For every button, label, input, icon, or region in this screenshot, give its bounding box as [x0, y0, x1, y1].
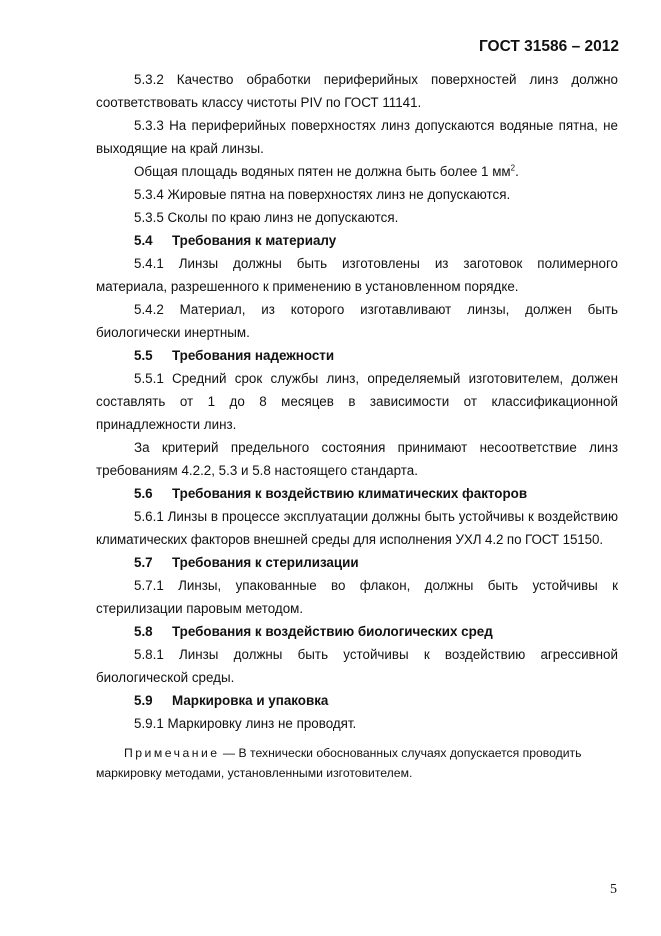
- paragraph-5-3-5: 5.3.5 Сколы по краю линз не допускаются.: [134, 210, 399, 225]
- paragraph-limit-state: За критерий предельного состояния принимают несоответствие линз: [134, 440, 618, 455]
- paragraph-5-3-4: 5.3.4 Жировые пятна на поверхностях линз не допускаются.: [134, 187, 511, 202]
- heading-5-8: 5.8 Требования к воздействию биологических сред: [134, 624, 493, 639]
- paragraph-5-8-1: 5.8.1 Линзы должны быть устойчивы к воздействию агрессивной: [134, 647, 618, 662]
- paragraph-5-6-1: 5.6.1 Линзы в процессе эксплуатации должны быть устойчивы к воздействию: [134, 509, 618, 524]
- paragraph-5-9-1: 5.9.1 Маркировку линз не проводят.: [134, 716, 357, 731]
- note-label: Примечание: [124, 746, 220, 760]
- page-number: 5: [610, 882, 617, 897]
- note-text-second: маркировку методами, установленными изготовителем.: [96, 766, 413, 780]
- page-body: 5.3.2 Качество обработки периферийных поверхностей линз должно соответствовать классу чистоты PIV по ГОСТ 11141. 5.3.3 На периферийных поверхностях линз допускаются водяные пятна, не выходящие на край линзы. Общая площадь водяных пятен не должна быть более 1 $мм^2$. 5.3.4 Жировые пятна на поверхностях линз не допускаются. 5.3.5 Сколы по краю линз не допускаются. 5.4 Требования к материалу 5.4.1 Линзы должны быть изготовлены из заготовок полимерного материала, разрешенного к применению в установленном порядке. 5.4.2 Материал, из которого изготавливают линзы, должен быть биологически инертным. 5.5 Требования надежности 5.5.1 Средний срок службы линз, определяемый изготовителем, должен составлять от 1 до 8 месяцев в зависимости от классификационной принадлежности линз. За критерий предельного состояния принимают несоответствие линз требованиям 4.2.2, 5.3 и 5.8 настоящего стандарта. 5.6 Требования к воздействию климатических факторов 5.6.1 Линзы в процессе эксплуатации должны быть устойчивы к воздействию климатических факторов внешней среды для исполнения УХЛ 4.2 по ГОСТ 15150. 5.7 Требования к стерилизации 5.7.1 Линзы, упакованные во флакон, должны быть устойчивы к стерилизации паровым методом. 5.8 Требования к воздействию биологических сред 5.8.1 Линзы должны быть устойчивы к воздействию агрессивной биологической среды. 5.9 Маркировка и упаковка 5.9.1 Маркировку линз не проводят. Примечание — В технически обоснованных случаях допускается проводить маркировку методами, установленными изготовителем.: [96, 68, 618, 783]
- paragraph-5-5-1: 5.5.1 Средний срок службы линз, определяемый изготовителем, должен: [134, 371, 618, 386]
- note-text-first: — В технически обоснованных случаях допускается проводить: [219, 746, 582, 760]
- paragraph-5-3-2: 5.3.2 Качество обработки периферийных поверхностей линз должно: [134, 72, 618, 87]
- note-block: [96, 743, 618, 783]
- heading-5-5: 5.5 Требования надежности: [134, 348, 335, 363]
- paragraph-water-spots-area: Общая площадь водяных пятен не должна быть более 1 $мм^2$.: [134, 163, 519, 179]
- heading-5-6: 5.6 Требования к воздействию климатических факторов: [134, 486, 528, 501]
- heading-5-7: 5.7 Требования к стерилизации: [134, 555, 359, 570]
- heading-5-4: 5.4 Требования к материалу: [134, 233, 337, 248]
- heading-5-9: 5.9 Маркировка и упаковка: [134, 693, 329, 708]
- paragraph-5-3-3: 5.3.3 На периферийных поверхностях линз допускаются водяные пятна, не: [134, 118, 618, 133]
- paragraph-5-4-1: 5.4.1 Линзы должны быть изготовлены из заготовок полимерного: [134, 256, 618, 271]
- document-code: ГОСТ 31586 – 2012: [478, 38, 619, 55]
- paragraph-5-7-1: 5.7.1 Линзы, упакованные во флакон, должны быть устойчивы к: [134, 578, 618, 593]
- paragraph-5-4-2: 5.4.2 Материал, из которого изготавливают линзы, должен быть: [134, 302, 618, 317]
